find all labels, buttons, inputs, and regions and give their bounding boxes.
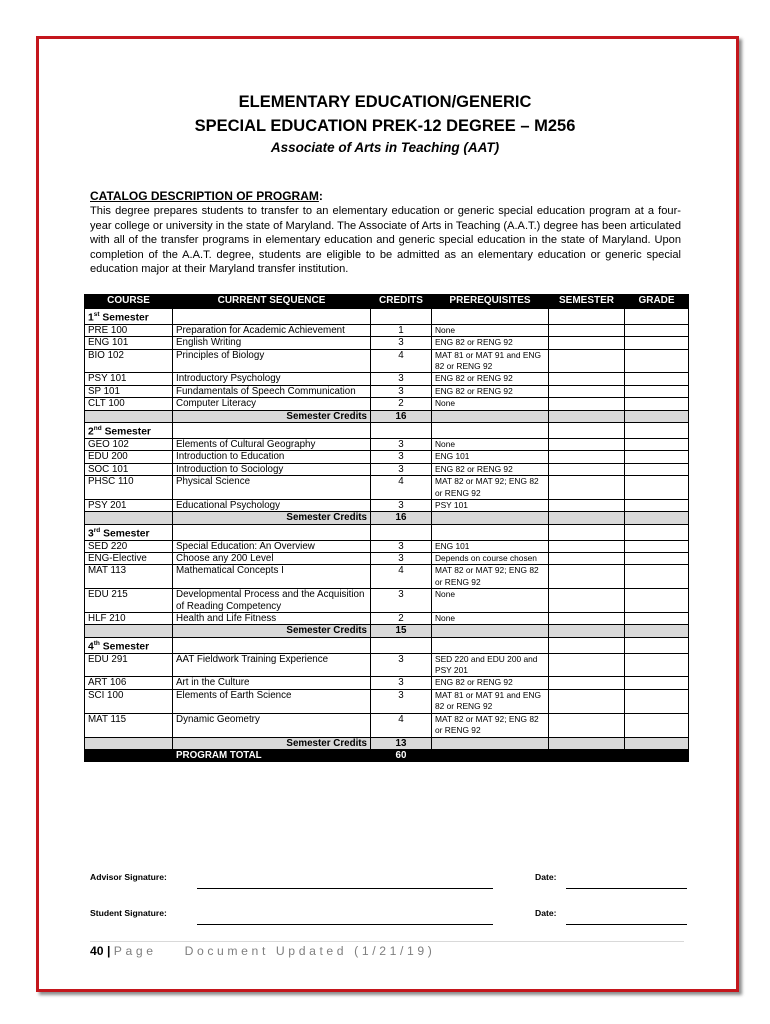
semester-label: Semester [102,641,150,653]
semester-number: 4 [88,641,94,653]
semester-heading [85,637,173,653]
table-row [85,499,689,511]
semester-cell[interactable] [549,337,625,349]
table-row [85,451,689,463]
empty-cell [85,737,173,749]
course-code: PSY 201 [85,499,173,511]
course-prerequisites: MAT 81 or MAT 91 and ENG 82 or RENG 92 [432,689,549,713]
table-row [85,589,689,613]
table-row [85,385,689,397]
grade-cell[interactable] [625,463,689,475]
student-date-label: Date: [535,908,557,918]
empty-cell [173,423,371,439]
student-signature-label: Student Signature: [90,908,167,918]
course-credits: 3 [371,438,432,450]
grade-cell[interactable] [625,398,689,410]
grade-cell[interactable] [625,713,689,737]
course-code: ENG-Elective [85,552,173,564]
semester-cell[interactable] [549,451,625,463]
course-title: Introduction to Sociology [173,463,371,475]
empty-cell [432,749,549,761]
page-number: 40 [90,944,104,958]
empty-cell [432,737,549,749]
semester-cell[interactable] [549,476,625,500]
semester-cell[interactable] [549,438,625,450]
grade-cell[interactable] [625,349,689,373]
table-row [85,677,689,689]
grade-cell[interactable] [625,324,689,336]
course-code: PRE 100 [85,324,173,336]
semester-total-label: Semester Credits [173,512,371,524]
course-title: AAT Fieldwork Training Experience [173,653,371,677]
grade-cell[interactable] [625,476,689,500]
semester-label: Semester [102,312,149,324]
student-date-line[interactable] [566,924,687,925]
empty-cell [625,749,689,761]
semester-cell[interactable] [549,540,625,552]
grade-cell[interactable] [625,653,689,677]
empty-cell [432,524,549,540]
course-credits: 1 [371,324,432,336]
empty-cell [549,524,625,540]
course-prerequisites: ENG 82 or RENG 92 [432,373,549,385]
header-grade: GRADE [625,295,689,309]
empty-cell [549,737,625,749]
course-prerequisites: ENG 82 or RENG 92 [432,337,549,349]
semester-total-value: 13 [371,737,432,749]
empty-cell [625,512,689,524]
semester-total-value: 15 [371,625,432,637]
course-code: MAT 115 [85,713,173,737]
empty-cell [85,410,173,422]
semester-cell[interactable] [549,589,625,613]
course-code: HLF 210 [85,613,173,625]
course-title: Health and Life Fitness [173,613,371,625]
semester-number: 3 [88,528,94,540]
program-total-row [85,749,689,761]
grade-cell[interactable] [625,565,689,589]
course-code: EDU 291 [85,653,173,677]
document-updated: Document Updated (1/21/19) [184,944,436,958]
course-prerequisites: MAT 82 or MAT 92; ENG 82 or RENG 92 [432,565,549,589]
empty-cell [432,625,549,637]
empty-cell [371,309,432,325]
course-credits: 3 [371,385,432,397]
course-prerequisites: Depends on course chosen [432,552,549,564]
semester-heading [85,423,173,439]
grade-cell[interactable] [625,385,689,397]
semester-heading [85,524,173,540]
course-code: PHSC 110 [85,476,173,500]
semester-label: Semester [104,426,151,438]
header-current-sequence: CURRENT SEQUENCE [173,295,371,309]
footer-separator: | [103,944,114,958]
table-row [85,689,689,713]
course-credits: 3 [371,337,432,349]
grade-cell[interactable] [625,451,689,463]
empty-cell [173,524,371,540]
table-header-row [85,295,689,309]
table-row [85,540,689,552]
grade-cell[interactable] [625,613,689,625]
course-credits: 3 [371,653,432,677]
course-prerequisites: SED 220 and EDU 200 and PSY 201 [432,653,549,677]
table-row [85,613,689,625]
course-credits: 4 [371,713,432,737]
table-row [85,713,689,737]
semester-total-row [85,512,689,524]
semester-total-row [85,625,689,637]
semester-label: Semester [103,528,150,540]
course-code: PSY 101 [85,373,173,385]
grade-cell[interactable] [625,499,689,511]
course-prerequisites: None [432,398,549,410]
empty-cell [625,423,689,439]
grade-cell[interactable] [625,589,689,613]
course-credits: 3 [371,373,432,385]
catalog-heading-colon: : [318,189,323,203]
course-code: SCI 100 [85,689,173,713]
grade-cell[interactable] [625,677,689,689]
semester-cell[interactable] [549,463,625,475]
empty-cell [371,423,432,439]
course-prerequisites: MAT 81 or MAT 91 and ENG 82 or RENG 92 [432,349,549,373]
page-title-line2: SPECIAL EDUCATION PREK-12 DEGREE – M256 [194,117,576,135]
course-credits: 4 [371,565,432,589]
course-prerequisites: None [432,613,549,625]
catalog-description: This degree prepares students to transfer to an elementary education or generic special education program at a four-year college or university in the state of Maryland. The Associate of Arts in Teaching (A.A.T.) degree has been articulated with all of the transfer programs in elementary education and generic special education in the state of Maryland. Upon completion of the A.A.T. degree, students are eligible to be admitted as an elementary education or generic special education major at their Maryland transfer institution. [90,205,681,275]
course-code: GEO 102 [85,438,173,450]
grade-cell[interactable] [625,540,689,552]
table-row [85,565,689,589]
table-row [85,438,689,450]
semester-total-value: 16 [371,410,432,422]
table-row [85,653,689,677]
course-prerequisites: ENG 82 or RENG 92 [432,677,549,689]
course-title: Dynamic Geometry [173,713,371,737]
course-credits: 3 [371,689,432,713]
semester-cell[interactable] [549,499,625,511]
course-code: MAT 113 [85,565,173,589]
empty-cell [549,512,625,524]
course-title: Fundamentals of Speech Communication [173,385,371,397]
course-title: Preparation for Academic Achievement [173,324,371,336]
course-prerequisites: ENG 101 [432,540,549,552]
semester-cell[interactable] [549,552,625,564]
semester-header-row [85,423,689,439]
table-row [85,463,689,475]
student-signature-line[interactable] [197,924,493,925]
empty-cell [371,524,432,540]
course-credits: 2 [371,398,432,410]
course-prerequisites: None [432,438,549,450]
empty-cell [549,637,625,653]
course-title: Elements of Cultural Geography [173,438,371,450]
semester-cell[interactable] [549,385,625,397]
semester-number: 2 [88,426,94,438]
program-table [84,294,689,762]
course-title: Educational Psychology [173,499,371,511]
grade-cell[interactable] [625,337,689,349]
empty-cell [432,410,549,422]
course-title: Special Education: An Overview [173,540,371,552]
table-row [85,337,689,349]
empty-cell [432,512,549,524]
semester-ordinal: st [93,311,100,318]
course-code: ENG 101 [85,337,173,349]
semester-total-value: 16 [371,512,432,524]
semester-cell[interactable] [549,653,625,677]
course-code: SED 220 [85,540,173,552]
course-code: CLT 100 [85,398,173,410]
semester-total-row [85,737,689,749]
advisor-signature-label: Advisor Signature: [90,872,167,882]
course-credits: 3 [371,463,432,475]
semester-cell[interactable] [549,349,625,373]
course-title: Introductory Psychology [173,373,371,385]
table-row [85,349,689,373]
header-semester: SEMESTER [549,295,625,309]
course-title: Elements of Earth Science [173,689,371,713]
course-title: Introduction to Education [173,451,371,463]
empty-cell [85,749,173,761]
semester-cell[interactable] [549,398,625,410]
course-prerequisites: ENG 82 or RENG 92 [432,463,549,475]
semester-ordinal: rd [93,526,101,534]
footer-rule [90,941,684,942]
course-credits: 3 [371,499,432,511]
empty-cell [549,749,625,761]
semester-cell[interactable] [549,689,625,713]
header-prerequisites: PREREQUISITES [432,295,549,309]
empty-cell [173,637,371,653]
course-title: Physical Science [173,476,371,500]
empty-cell [432,423,549,439]
course-title: Computer Literacy [173,398,371,410]
empty-cell [549,309,625,325]
semester-header-row [85,637,689,653]
course-prerequisites: ENG 82 or RENG 92 [432,385,549,397]
course-credits: 3 [371,677,432,689]
semester-cell[interactable] [549,565,625,589]
course-title: Art in the Culture [173,677,371,689]
table-row [85,324,689,336]
course-title: Principles of Biology [173,349,371,373]
empty-cell [549,423,625,439]
header-course: COURSE [85,295,173,309]
course-credits: 3 [371,540,432,552]
grade-cell[interactable] [625,552,689,564]
semester-cell[interactable] [549,677,625,689]
course-credits: 4 [371,349,432,373]
empty-cell [625,410,689,422]
course-code: SOC 101 [85,463,173,475]
semester-heading [85,309,173,325]
grade-cell[interactable] [625,373,689,385]
semester-cell[interactable] [549,324,625,336]
empty-cell [625,637,689,653]
page-footer [90,944,435,958]
table-row [85,476,689,500]
page-title-line1: ELEMENTARY EDUCATION/GENERIC [238,93,532,111]
empty-cell [549,410,625,422]
course-code: BIO 102 [85,349,173,373]
semester-number: 1 [88,312,94,324]
course-prerequisites: None [432,589,549,613]
course-prerequisites: None [432,324,549,336]
course-prerequisites: MAT 82 or MAT 92; ENG 82 or RENG 92 [432,713,549,737]
semester-cell[interactable] [549,373,625,385]
program-total-label: PROGRAM TOTAL [173,749,371,761]
advisor-date-label: Date: [535,872,557,882]
header-credits: CREDITS [371,295,432,309]
course-code: EDU 200 [85,451,173,463]
course-prerequisites: PSY 101 [432,499,549,511]
course-code: EDU 215 [85,589,173,613]
semester-total-label: Semester Credits [173,625,371,637]
course-title: Developmental Process and the Acquisition of Reading Competency [173,589,371,613]
advisor-date-line[interactable] [566,888,687,889]
empty-cell [432,637,549,653]
table-row [85,398,689,410]
empty-cell [625,737,689,749]
empty-cell [85,512,173,524]
course-title: Choose any 200 Level [173,552,371,564]
empty-cell [85,625,173,637]
empty-cell [549,625,625,637]
empty-cell [173,309,371,325]
course-credits: 2 [371,613,432,625]
course-credits: 3 [371,552,432,564]
semester-total-label: Semester Credits [173,410,371,422]
semester-header-row [85,309,689,325]
semester-header-row [85,524,689,540]
empty-cell [432,309,549,325]
program-total-value: 60 [371,749,432,761]
grade-cell[interactable] [625,689,689,713]
course-title: English Writing [173,337,371,349]
empty-cell [625,625,689,637]
semester-ordinal: nd [93,425,102,433]
empty-cell [371,637,432,653]
empty-cell [625,309,689,325]
empty-cell [625,524,689,540]
course-credits: 3 [371,589,432,613]
course-credits: 3 [371,451,432,463]
semester-total-label: Semester Credits [173,737,371,749]
semester-cell[interactable] [549,713,625,737]
page-subtitle: Associate of Arts in Teaching (AAT) [270,140,500,155]
page-word: Page [113,944,157,958]
table-row [85,552,689,564]
course-title: Mathematical Concepts I [173,565,371,589]
course-prerequisites: ENG 101 [432,451,549,463]
catalog-heading [90,189,323,203]
course-credits: 4 [371,476,432,500]
table-row [85,373,689,385]
catalog-heading-text: CATALOG DESCRIPTION OF PROGRAM [90,189,319,203]
course-prerequisites: MAT 82 or MAT 92; ENG 82 or RENG 92 [432,476,549,500]
grade-cell[interactable] [625,438,689,450]
course-code: SP 101 [85,385,173,397]
advisor-signature-line[interactable] [197,888,493,889]
semester-total-row [85,410,689,422]
semester-ordinal: th [93,639,100,647]
semester-cell[interactable] [549,613,625,625]
course-code: ART 106 [85,677,173,689]
